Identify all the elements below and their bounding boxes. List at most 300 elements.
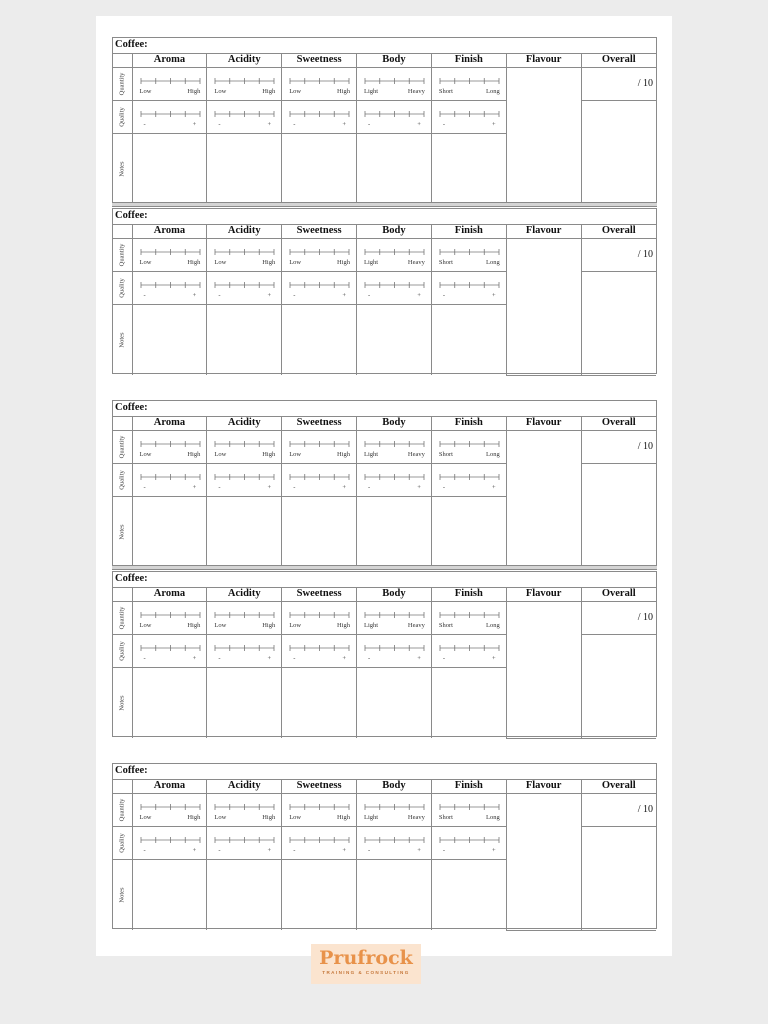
notes-box-finish[interactable] xyxy=(431,305,506,376)
quality-scale-finish[interactable] xyxy=(431,827,506,860)
overall-notes-box[interactable] xyxy=(581,464,656,568)
scale-high-label: Long xyxy=(485,88,500,95)
quantity-scale-sweetness[interactable] xyxy=(282,68,357,101)
quantity-scale-body[interactable] xyxy=(357,68,432,101)
scale-plus-label: + xyxy=(492,847,496,854)
column-header-body: Body xyxy=(357,780,432,794)
quantity-scale-finish[interactable] xyxy=(431,239,506,272)
row-label-quality xyxy=(113,827,132,860)
scale-plus-label: + xyxy=(342,121,347,128)
scale-low-label: Low xyxy=(289,814,302,821)
scale-plus-label: + xyxy=(192,484,197,491)
scale-low-label: Low xyxy=(289,259,302,266)
quality-scale-finish[interactable] xyxy=(431,635,506,668)
quality-scale-aroma[interactable] xyxy=(132,464,207,497)
corner-cell xyxy=(113,588,132,602)
scale-plus-label: + xyxy=(417,847,421,854)
scale-plus-label: + xyxy=(192,655,197,662)
quality-scale-finish[interactable] xyxy=(431,464,506,497)
scale-high-label: Heavy xyxy=(407,814,425,821)
overall-score-box[interactable] xyxy=(581,794,656,827)
quality-scale-body[interactable] xyxy=(357,272,432,305)
quality-scale-aroma[interactable] xyxy=(132,101,207,134)
scale-line xyxy=(289,281,351,289)
column-header-aroma: Aroma xyxy=(132,588,207,602)
scale-high-label: High xyxy=(187,88,201,95)
quantity-scale-aroma[interactable] xyxy=(132,602,207,635)
scale-plus-label: + xyxy=(267,484,272,491)
scale-low-label: Light xyxy=(364,622,379,629)
notes-box-finish[interactable] xyxy=(431,134,506,205)
row-label-quantity xyxy=(113,239,132,272)
quantity-scale-finish[interactable] xyxy=(431,794,506,827)
scale-minus-label: - xyxy=(293,655,296,662)
column-header-aroma: Aroma xyxy=(132,780,207,794)
scale-minus-label: - xyxy=(368,847,371,854)
scale-high-label: High xyxy=(337,622,351,629)
scale-low-label: Low xyxy=(139,814,152,821)
flavour-notes-box[interactable] xyxy=(506,431,581,568)
scale-minus-label: - xyxy=(368,655,371,662)
row-label-text: Notes xyxy=(118,887,126,903)
row-label-text: Quality xyxy=(118,107,126,127)
tasting-table xyxy=(113,401,656,568)
quantity-scale-finish[interactable] xyxy=(431,431,506,464)
flavour-notes-box[interactable] xyxy=(506,68,581,205)
scale-high-label: Long xyxy=(485,814,500,821)
scale-low-label: Low xyxy=(214,814,227,821)
scale-low-label: Low xyxy=(289,622,302,629)
column-header-sweetness: Sweetness xyxy=(282,588,357,602)
row-label-notes xyxy=(113,134,132,205)
quantity-scale-aroma[interactable] xyxy=(132,431,207,464)
overall-score-box[interactable] xyxy=(581,239,656,272)
quantity-scale-sweetness[interactable] xyxy=(282,602,357,635)
scale-low-label: Short xyxy=(438,451,453,458)
column-header-sweetness: Sweetness xyxy=(282,417,357,431)
scale-plus-label: + xyxy=(267,292,272,299)
scale-line xyxy=(364,110,426,118)
quality-scale-acidity[interactable] xyxy=(207,635,282,668)
scale-line xyxy=(289,473,351,481)
notes-box-acidity[interactable] xyxy=(207,305,282,376)
scale-minus-label: - xyxy=(442,847,446,854)
tasting-card xyxy=(112,400,657,566)
quantity-scale-body[interactable] xyxy=(357,239,432,272)
row-label-quantity xyxy=(113,68,132,101)
scale-plus-label: + xyxy=(492,655,496,662)
column-header-overall: Overall xyxy=(581,780,656,794)
scale-line xyxy=(140,611,202,619)
scale-high-label: High xyxy=(337,259,351,266)
quality-scale-sweetness[interactable] xyxy=(282,272,357,305)
column-header-finish: Finish xyxy=(431,225,506,239)
scale-high-label: High xyxy=(262,259,276,266)
quantity-scale-body[interactable] xyxy=(357,602,432,635)
scale-minus-label: - xyxy=(293,847,296,854)
quantity-scale-acidity[interactable] xyxy=(207,602,282,635)
scale-line xyxy=(289,440,351,448)
notes-box-aroma[interactable] xyxy=(132,668,207,739)
column-header-overall: Overall xyxy=(581,54,656,68)
overall-notes-box[interactable] xyxy=(581,272,656,376)
notes-box-aroma[interactable] xyxy=(132,305,207,376)
notes-box-body[interactable] xyxy=(357,497,432,568)
scale-line xyxy=(289,77,351,85)
quality-scale-body[interactable] xyxy=(357,464,432,497)
scale-line xyxy=(289,611,351,619)
scale-line xyxy=(140,803,202,811)
quantity-scale-finish[interactable] xyxy=(431,68,506,101)
overall-score-label: / 10 xyxy=(637,804,653,815)
tasting-table xyxy=(113,764,656,931)
scale-high-label: Heavy xyxy=(407,88,425,95)
scale-minus-label: - xyxy=(143,655,146,662)
notes-box-acidity[interactable] xyxy=(207,860,282,931)
coffee-name-field[interactable]: Coffee: xyxy=(113,38,656,54)
scale-line xyxy=(214,644,276,652)
scale-line xyxy=(140,281,202,289)
notes-box-aroma[interactable] xyxy=(132,134,207,205)
row-label-quantity xyxy=(113,794,132,827)
scale-minus-label: - xyxy=(293,484,296,491)
scale-high-label: Long xyxy=(485,622,500,629)
scale-high-label: Heavy xyxy=(407,259,425,266)
overall-notes-box[interactable] xyxy=(581,101,656,205)
logo-tagline: TRAINING & CONSULTING xyxy=(322,970,410,975)
column-header-flavour: Flavour xyxy=(506,225,581,239)
scale-line xyxy=(214,77,276,85)
quality-scale-aroma[interactable] xyxy=(132,827,207,860)
overall-score-label: / 10 xyxy=(637,612,653,623)
row-label-notes xyxy=(113,305,132,376)
scale-line xyxy=(364,644,426,652)
scale-line xyxy=(140,473,202,481)
scale-line xyxy=(214,248,276,256)
scale-minus-label: - xyxy=(218,292,221,299)
scale-plus-label: + xyxy=(417,121,421,128)
tasting-table xyxy=(113,209,656,376)
scale-line xyxy=(289,836,351,844)
corner-cell xyxy=(113,780,132,794)
quality-scale-finish[interactable] xyxy=(431,272,506,305)
scale-line xyxy=(364,281,426,289)
scale-plus-label: + xyxy=(417,655,421,662)
scale-plus-label: + xyxy=(267,847,272,854)
quality-scale-sweetness[interactable] xyxy=(282,827,357,860)
scale-minus-label: - xyxy=(218,655,221,662)
card-separator xyxy=(112,565,657,570)
column-header-flavour: Flavour xyxy=(506,780,581,794)
column-header-finish: Finish xyxy=(431,588,506,602)
column-header-overall: Overall xyxy=(581,588,656,602)
scale-high-label: Heavy xyxy=(407,622,425,629)
notes-box-aroma[interactable] xyxy=(132,860,207,931)
notes-box-sweetness[interactable] xyxy=(282,497,357,568)
quantity-scale-body[interactable] xyxy=(357,431,432,464)
tasting-table xyxy=(113,572,656,739)
scale-line xyxy=(439,611,501,619)
scale-line xyxy=(439,77,501,85)
scale-line xyxy=(214,110,276,118)
scale-plus-label: + xyxy=(417,292,421,299)
scale-plus-label: + xyxy=(342,484,347,491)
scale-line xyxy=(214,803,276,811)
scale-high-label: Long xyxy=(485,451,500,458)
scale-line xyxy=(364,473,426,481)
quantity-scale-sweetness[interactable] xyxy=(282,239,357,272)
scale-line xyxy=(439,473,501,481)
scale-line xyxy=(364,77,426,85)
flavour-notes-box[interactable] xyxy=(506,794,581,931)
notes-box-sweetness[interactable] xyxy=(282,305,357,376)
column-header-body: Body xyxy=(357,225,432,239)
scale-low-label: Short xyxy=(438,88,453,95)
scale-low-label: Short xyxy=(438,622,453,629)
scale-line xyxy=(140,836,202,844)
scale-high-label: High xyxy=(262,814,276,821)
scale-minus-label: - xyxy=(368,121,371,128)
column-header-aroma: Aroma xyxy=(132,225,207,239)
quality-scale-body[interactable] xyxy=(357,635,432,668)
scale-high-label: High xyxy=(187,259,201,266)
quality-scale-acidity[interactable] xyxy=(207,101,282,134)
scale-minus-label: - xyxy=(368,484,371,491)
row-label-text: Notes xyxy=(118,332,126,348)
notes-box-body[interactable] xyxy=(357,134,432,205)
notes-box-finish[interactable] xyxy=(431,497,506,568)
quantity-scale-finish[interactable] xyxy=(431,602,506,635)
scale-minus-label: - xyxy=(442,655,446,662)
quality-scale-sweetness[interactable] xyxy=(282,635,357,668)
column-header-acidity: Acidity xyxy=(207,417,282,431)
scale-plus-label: + xyxy=(342,847,347,854)
column-header-acidity: Acidity xyxy=(207,780,282,794)
notes-box-sweetness[interactable] xyxy=(282,134,357,205)
quantity-scale-acidity[interactable] xyxy=(207,794,282,827)
row-label-text: Quality xyxy=(118,470,126,490)
scale-low-label: Low xyxy=(139,622,152,629)
overall-notes-box[interactable] xyxy=(581,635,656,739)
scale-low-label: Short xyxy=(438,259,453,266)
scale-low-label: Low xyxy=(289,451,302,458)
notes-box-acidity[interactable] xyxy=(207,134,282,205)
scale-line xyxy=(289,248,351,256)
flavour-notes-box[interactable] xyxy=(506,239,581,376)
column-header-flavour: Flavour xyxy=(506,54,581,68)
tasting-card xyxy=(112,571,657,737)
column-header-flavour: Flavour xyxy=(506,588,581,602)
quality-scale-sweetness[interactable] xyxy=(282,101,357,134)
scale-high-label: High xyxy=(337,88,351,95)
scale-plus-label: + xyxy=(267,655,272,662)
notes-box-acidity[interactable] xyxy=(207,497,282,568)
corner-cell xyxy=(113,417,132,431)
tasting-card xyxy=(112,763,657,929)
scale-minus-label: - xyxy=(143,847,146,854)
scale-high-label: High xyxy=(262,622,276,629)
quantity-scale-acidity[interactable] xyxy=(207,68,282,101)
quality-scale-body[interactable] xyxy=(357,101,432,134)
scale-low-label: Low xyxy=(139,88,152,95)
scale-low-label: Low xyxy=(214,451,227,458)
row-label-notes xyxy=(113,497,132,568)
quality-scale-acidity[interactable] xyxy=(207,827,282,860)
scale-line xyxy=(439,440,501,448)
scale-line xyxy=(439,644,501,652)
scale-minus-label: - xyxy=(293,121,296,128)
notes-box-finish[interactable] xyxy=(431,860,506,931)
row-label-text: Quality xyxy=(118,641,126,661)
quality-scale-finish[interactable] xyxy=(431,101,506,134)
scale-minus-label: - xyxy=(218,484,221,491)
scale-plus-label: + xyxy=(492,121,496,128)
row-label-text: Quantity xyxy=(118,435,126,459)
quantity-scale-acidity[interactable] xyxy=(207,431,282,464)
scale-plus-label: + xyxy=(342,655,347,662)
row-label-text: Notes xyxy=(118,161,126,177)
scale-line xyxy=(364,836,426,844)
overall-score-box[interactable] xyxy=(581,602,656,635)
scale-line xyxy=(214,836,276,844)
tasting-card xyxy=(112,208,657,374)
row-label-quality xyxy=(113,635,132,668)
row-label-quality xyxy=(113,101,132,134)
scale-line xyxy=(140,248,202,256)
logo-wordmark: Prufrock xyxy=(319,947,413,969)
quantity-scale-aroma[interactable] xyxy=(132,68,207,101)
coffee-name-field[interactable]: Coffee: xyxy=(113,401,656,417)
column-header-flavour: Flavour xyxy=(506,417,581,431)
scale-line xyxy=(289,644,351,652)
scale-minus-label: - xyxy=(442,292,446,299)
scale-line xyxy=(140,77,202,85)
quality-scale-acidity[interactable] xyxy=(207,464,282,497)
quantity-scale-body[interactable] xyxy=(357,794,432,827)
scale-low-label: Low xyxy=(214,622,227,629)
overall-score-box[interactable] xyxy=(581,431,656,464)
scale-low-label: Low xyxy=(139,451,152,458)
column-header-sweetness: Sweetness xyxy=(282,54,357,68)
scale-low-label: Low xyxy=(214,88,227,95)
overall-score-label: / 10 xyxy=(637,78,653,89)
quality-scale-aroma[interactable] xyxy=(132,272,207,305)
column-header-acidity: Acidity xyxy=(207,588,282,602)
scale-minus-label: - xyxy=(293,292,296,299)
notes-box-sweetness[interactable] xyxy=(282,860,357,931)
prufrock-logo xyxy=(311,944,421,984)
quality-scale-body[interactable] xyxy=(357,827,432,860)
scale-minus-label: - xyxy=(218,847,221,854)
column-header-aroma: Aroma xyxy=(132,54,207,68)
scale-minus-label: - xyxy=(143,121,146,128)
scale-line xyxy=(289,803,351,811)
quantity-scale-aroma[interactable] xyxy=(132,794,207,827)
column-header-finish: Finish xyxy=(431,54,506,68)
scale-line xyxy=(214,611,276,619)
scale-line xyxy=(439,110,501,118)
notes-box-body[interactable] xyxy=(357,860,432,931)
coffee-name-field[interactable]: Coffee: xyxy=(113,572,656,588)
tasting-card xyxy=(112,37,657,203)
notes-box-finish[interactable] xyxy=(431,668,506,739)
row-label-text: Quantity xyxy=(118,243,126,267)
coffee-name-field[interactable]: Coffee: xyxy=(113,209,656,225)
scale-minus-label: - xyxy=(143,292,146,299)
scale-low-label: Light xyxy=(364,259,379,266)
scale-line xyxy=(140,110,202,118)
corner-cell xyxy=(113,225,132,239)
row-label-text: Quantity xyxy=(118,72,126,96)
scale-minus-label: - xyxy=(143,484,146,491)
column-header-finish: Finish xyxy=(431,780,506,794)
quality-scale-sweetness[interactable] xyxy=(282,464,357,497)
notes-box-body[interactable] xyxy=(357,305,432,376)
column-header-body: Body xyxy=(357,417,432,431)
scale-line xyxy=(214,440,276,448)
quantity-scale-acidity[interactable] xyxy=(207,239,282,272)
column-header-body: Body xyxy=(357,588,432,602)
scale-low-label: Low xyxy=(139,259,152,266)
notes-box-acidity[interactable] xyxy=(207,668,282,739)
row-label-text: Quality xyxy=(118,833,126,853)
scale-plus-label: + xyxy=(342,292,347,299)
coffee-name-field[interactable]: Coffee: xyxy=(113,764,656,780)
scale-line xyxy=(364,803,426,811)
scale-line xyxy=(140,440,202,448)
scale-plus-label: + xyxy=(192,121,197,128)
row-label-text: Notes xyxy=(118,695,126,711)
quantity-scale-aroma[interactable] xyxy=(132,239,207,272)
column-header-finish: Finish xyxy=(431,417,506,431)
scale-plus-label: + xyxy=(417,484,421,491)
column-header-acidity: Acidity xyxy=(207,54,282,68)
scale-high-label: Long xyxy=(485,259,500,266)
scale-line xyxy=(214,473,276,481)
flavour-notes-box[interactable] xyxy=(506,602,581,739)
scale-minus-label: - xyxy=(368,292,371,299)
scale-line xyxy=(364,611,426,619)
quantity-scale-sweetness[interactable] xyxy=(282,794,357,827)
scale-plus-label: + xyxy=(267,121,272,128)
scale-line xyxy=(364,248,426,256)
scale-low-label: Low xyxy=(214,259,227,266)
row-label-text: Quantity xyxy=(118,606,126,630)
quantity-scale-sweetness[interactable] xyxy=(282,431,357,464)
row-label-quality xyxy=(113,464,132,497)
scale-low-label: Light xyxy=(364,814,379,821)
column-header-sweetness: Sweetness xyxy=(282,780,357,794)
column-header-overall: Overall xyxy=(581,225,656,239)
notes-box-aroma[interactable] xyxy=(132,497,207,568)
scale-line xyxy=(140,644,202,652)
row-label-text: Quality xyxy=(118,278,126,298)
scale-high-label: High xyxy=(262,451,276,458)
quality-scale-aroma[interactable] xyxy=(132,635,207,668)
scale-minus-label: - xyxy=(442,121,446,128)
overall-notes-box[interactable] xyxy=(581,827,656,931)
scale-high-label: High xyxy=(187,814,201,821)
column-header-sweetness: Sweetness xyxy=(282,225,357,239)
scale-low-label: Short xyxy=(438,814,453,821)
row-label-quantity xyxy=(113,602,132,635)
scale-high-label: High xyxy=(187,451,201,458)
quality-scale-acidity[interactable] xyxy=(207,272,282,305)
notes-box-sweetness[interactable] xyxy=(282,668,357,739)
scale-minus-label: - xyxy=(442,484,446,491)
overall-score-box[interactable] xyxy=(581,68,656,101)
notes-box-body[interactable] xyxy=(357,668,432,739)
